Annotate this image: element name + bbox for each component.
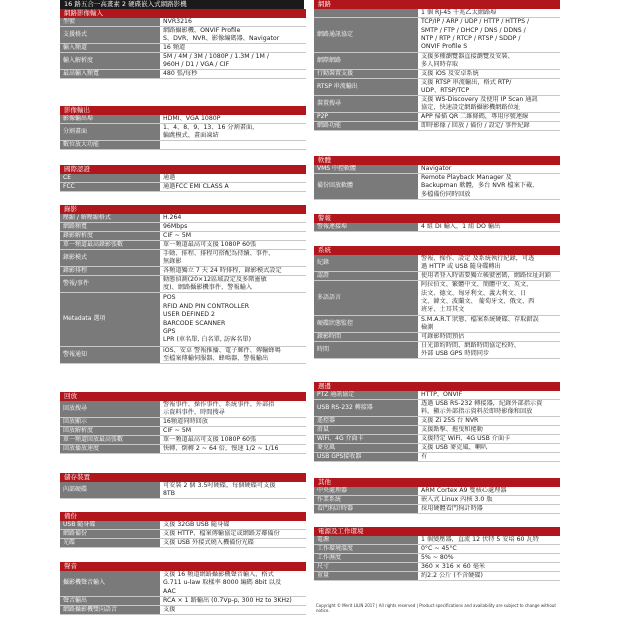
spec-label: 行動裝置支援 (314, 70, 418, 78)
spec-row (314, 9, 560, 18)
spec-row (314, 426, 560, 435)
spec-row (60, 482, 306, 499)
spec-value: 警報、操作、設定 及系統執行紀錄，可透 過 HTTP 或 USB 隨身碟轉出 (421, 255, 535, 270)
spec-label: 時間 (314, 342, 418, 358)
spec-label: 硬碟狀態監控 (314, 316, 418, 332)
section-title: 回放 (60, 392, 306, 401)
spec-value: RCA × 1 路輸出 (0.7Vp-p, 300 Hz to 3KHz) (163, 597, 292, 604)
spec-label: 影像輸出埠 (60, 115, 160, 123)
spec-label: 網路攝影機雙向語音 (60, 606, 160, 614)
spec-value: 360 × 316 × 60 毫米 (421, 563, 486, 570)
spec-section-r3 (314, 246, 560, 359)
spec-label: 中央處理器 (314, 487, 418, 495)
spec-label: 單一頻道最高錄影張數 (60, 241, 160, 249)
spec-value: 4 組 DI 輸入，1 組 DO 輸出 (421, 223, 501, 230)
spec-label: 數位放大功能 (60, 141, 160, 149)
spec-value: 日光節約時間，網路時間協定校時、 外部 USB GPS 時間同步 (421, 342, 520, 357)
spec-row (314, 444, 560, 453)
spec-label: PTZ 通訊協定 (314, 391, 418, 399)
spec-value: 嵌入式 Linux 內核 3.0 版 (421, 496, 493, 503)
spec-row (314, 435, 560, 444)
spec-value: 16 頻道 (163, 44, 186, 51)
spec-value: 警報事件、操作事件、系統事件、外部指 示資料事件、時間搜尋 (163, 401, 275, 416)
spec-row (314, 391, 560, 400)
spec-label: 尺寸 (314, 563, 418, 571)
spec-row (60, 53, 306, 70)
spec-value: 採用硬體看門狗計時器 (421, 505, 483, 512)
spec-section-s6 (60, 512, 306, 548)
spec-value: ARM Cortex A9 雙核心處理器 (421, 487, 507, 494)
spec-row (314, 223, 560, 232)
spec-row (314, 505, 560, 514)
spec-label: WiFi、4G 介面卡 (314, 435, 418, 443)
spec-value: Remote Playback Manager 及 Backupman 軟體，多台 NVR 檔案下載、 多檔備份同時回放 (421, 174, 539, 198)
section-title: 軟體 (314, 156, 560, 165)
spec-value: CIF ~ 5M (163, 427, 192, 434)
spec-row (60, 597, 306, 606)
section-title: 網路影像輸入 (60, 9, 306, 18)
spec-label: 支援格式 (60, 27, 160, 43)
spec-section-s3 (60, 205, 306, 364)
spec-section-s7 (60, 562, 306, 615)
spec-section-s5 (60, 473, 306, 499)
spec-value: HTTP、ONVIF (421, 391, 463, 398)
spec-label: 工作環境溫度 (314, 545, 418, 553)
spec-row (314, 272, 560, 281)
spec-row (60, 27, 306, 44)
spec-value: 支援 HTTP、檔案傳輸協定或網路芳鄰備份 (163, 530, 280, 537)
spec-value: 透過 USB RS-232 轉接器，紀錄外部指示資 料，顯示外部指示資料於即時影像和回放 (421, 400, 543, 415)
spec-value: 通過 (163, 174, 176, 181)
spec-row (314, 122, 560, 131)
spec-row (314, 487, 560, 496)
spec-label: 遙控器 (314, 417, 418, 425)
spec-label: 作業系統 (314, 496, 418, 504)
spec-row (60, 347, 306, 364)
spec-row (314, 18, 560, 53)
spec-value: 約2.2 公斤 (不含硬碟) (421, 572, 483, 579)
spec-section-r5 (314, 478, 560, 514)
spec-label: 回放搜尋 (60, 401, 160, 417)
section-title: 其他 (314, 478, 560, 487)
spec-section-r6 (314, 527, 560, 581)
spec-row (60, 214, 306, 223)
spec-row (60, 232, 306, 241)
spec-section-r2 (314, 214, 560, 232)
spec-row (60, 606, 306, 615)
spec-row (314, 53, 560, 70)
spec-value: 支援 RTSP 串流輸出，格式 RTP/ UDP、RTSP/TCP (421, 79, 512, 94)
spec-row (314, 496, 560, 505)
spec-value: HDMI、VGA 1080P (163, 115, 221, 122)
spec-value: 使用者登入時需要獨立帳號密碼，網路位址封鎖 (421, 272, 551, 279)
spec-value: H.264 (163, 214, 182, 221)
spec-row (314, 417, 560, 426)
spec-value: 可錄影時間預估 (421, 333, 465, 340)
section-title: 錄影 (60, 205, 306, 214)
spec-value: 480 張/每秒 (163, 70, 198, 77)
spec-value: 手動、排程、排程可搭配為持續、事件、 無錄影 (163, 250, 275, 265)
spec-label: USB GPS接收器 (314, 453, 418, 461)
spec-row (314, 563, 560, 572)
spec-value (160, 141, 306, 149)
spec-value: 0°C ~ 45°C (421, 545, 457, 552)
spec-label: Metadata 選項 (60, 293, 160, 346)
spec-value: 5% ~ 80% (421, 554, 454, 561)
spec-row (60, 115, 306, 124)
spec-label: 型號 (60, 18, 160, 26)
spec-row (314, 536, 560, 545)
section-title: 電源及工作環境 (314, 527, 560, 536)
spec-label: 錄影排程 (60, 267, 160, 275)
copyright-footer: Copyright © Merit LILIN 2017 | All rights reserved | Product specifications and availability are subject to change without notice. (316, 603, 556, 613)
spec-label: CE (60, 174, 160, 182)
spec-label: 輸入解析度 (60, 53, 160, 69)
spec-label: 備份回放軟體 (314, 174, 418, 199)
spec-label: 錄影解析度 (60, 232, 160, 240)
spec-row (60, 44, 306, 53)
section-title: 週邊 (314, 382, 560, 391)
spec-label: 網路頻寬 (60, 223, 160, 231)
spec-label: 認證 (314, 272, 418, 280)
spec-label: 光碟 (60, 539, 160, 547)
spec-value: 動態偵測(20×12區域設定及多階靈敏 度)、網路攝影機事件、警報輸入 (163, 276, 267, 291)
spec-row (60, 124, 306, 141)
spec-label: 麥克風 (314, 444, 418, 452)
spec-label: 回放解析度 (60, 427, 160, 435)
spec-value: 單一頻道最高可支援 1080P 60張 (163, 436, 257, 443)
spec-value: APP 掃描 QR 二維條碼，專用序號連線 (421, 113, 529, 120)
spec-label: 警報/事件 (60, 276, 160, 292)
spec-value: 96Mbps (163, 223, 188, 230)
section-title: 聲音 (60, 562, 306, 571)
spec-row (60, 418, 306, 427)
spec-value: 網路攝影機、ONVIF Profile S、DVR、NVR、影像編碼器、Navigator (163, 27, 280, 42)
spec-row (60, 571, 306, 597)
spec-row (60, 183, 306, 192)
spec-label: 重量 (314, 572, 418, 580)
spec-label: 警報通知 (60, 347, 160, 363)
spec-row (314, 281, 560, 316)
spec-row (314, 400, 560, 417)
spec-row (60, 539, 306, 548)
spec-section-s2 (60, 165, 306, 192)
spec-value: 支援 WS-Discovery 及使用 IP Scan 通訊 協定，快速設定網路攝影機網路位址 (421, 96, 538, 111)
spec-label: 工作濕度 (314, 554, 418, 562)
spec-row (314, 79, 560, 96)
spec-label: RTSP 串流輸出 (314, 79, 418, 95)
spec-row (314, 453, 560, 462)
spec-row (60, 401, 306, 418)
section-title: 網路 (314, 0, 560, 9)
spec-label: 錄影時間 (314, 333, 418, 341)
spec-label (314, 9, 418, 17)
spec-value: 即時影像 / 回放 / 備份 / 設定/ 事件紀錄 (421, 122, 530, 129)
section-title: 警報 (314, 214, 560, 223)
spec-value: CIF ~ 5M (163, 232, 192, 239)
spec-value: 單一頻道最高可支援 1080P 60張 (163, 241, 257, 248)
spec-value: 通過FCC EMI CLASS A (163, 183, 229, 190)
spec-row (314, 255, 560, 272)
spec-value: 16頻道同時回放 (163, 418, 208, 425)
spec-row (60, 70, 306, 79)
spec-row (314, 545, 560, 554)
spec-value: 支援 32GB USB 隨身碟 (163, 521, 230, 528)
spec-row (314, 165, 560, 174)
spec-row (60, 223, 306, 232)
spec-label: 電源 (314, 536, 418, 544)
document-title: 16 路五合一高畫素 2 硬碟嵌入式網路影機 (60, 0, 304, 9)
spec-row (314, 174, 560, 200)
spec-label: 網路備份 (60, 530, 160, 538)
spec-label: 輸入頻道 (60, 44, 160, 52)
spec-row (60, 141, 306, 150)
spec-value: 各頻道獨立 7 天 24 時排程，錄影模式設定 (163, 267, 282, 274)
spec-row (60, 174, 306, 183)
spec-value: 有 (421, 453, 428, 460)
spec-label: USB RS-232 轉接器 (314, 400, 418, 416)
spec-label: 內部硬碟 (60, 482, 160, 498)
spec-row (314, 333, 560, 342)
spec-label: P2P (314, 113, 418, 121)
spec-label: 紀錄 (314, 255, 418, 271)
spec-label: 網際網路 (314, 53, 418, 69)
spec-row (60, 530, 306, 539)
spec-value: iOS、安卓 警報推播、電子郵件、傳輸蜂鳴 至檔案傳輸伺服器、蜂鳴器、警報輸出 (163, 347, 281, 362)
spec-value: 支援 16 頻道網路攝影機聲音輸入，格式 G.711 u-law 取樣率 8000 編碼 8bit 以及 AAC (163, 571, 282, 595)
spec-row (60, 276, 306, 293)
spec-row (314, 96, 560, 113)
spec-label: 單一頻道回放最高張數 (60, 436, 160, 444)
spec-value: 支援多種瀏覽器直接瀏覽及安裝、 多人同時存取 (421, 53, 514, 68)
spec-section-r4 (314, 382, 560, 462)
spec-label: 網路通訊協定 (314, 18, 418, 52)
spec-value: 阿拉伯文、繁體中文、簡體中文、英文、 法文、德文、匈牙利文、義大利文、日 文、韓文、波蘭文、 葡萄牙文、俄文、西 班牙、土耳其文 (421, 281, 535, 314)
spec-label: FCC (60, 183, 160, 191)
spec-row (60, 18, 306, 27)
spec-label: 滑鼠 (314, 426, 418, 434)
spec-label: USB 隨身碟 (60, 521, 160, 529)
spec-row (60, 250, 306, 267)
spec-value: 1、4、8、9、13、16 分割畫面、 輪跳模式、畫面凍結 (163, 124, 259, 139)
spec-value: Navigator (421, 165, 452, 172)
spec-row (314, 316, 560, 333)
section-title: 國際認證 (60, 165, 306, 174)
spec-section-r1 (314, 156, 560, 200)
spec-section-s0 (60, 9, 306, 79)
section-title: 影像輸出 (60, 106, 306, 115)
spec-row (60, 427, 306, 436)
spec-row (60, 241, 306, 250)
spec-row (60, 521, 306, 530)
spec-section-r0 (314, 0, 560, 131)
section-title: 系統 (314, 246, 560, 255)
spec-section-s1 (60, 106, 306, 150)
spec-value: 支援 USB 麥克風、喇叭 (421, 444, 488, 451)
spec-value: 支援 Zi 25S 台 NVR (421, 417, 479, 424)
spec-label: 裝置搜尋 (314, 96, 418, 112)
spec-label: VMS 中控軟體 (314, 165, 418, 173)
spec-value: 1 個 RJ-45 千兆乙太網路埠 (421, 9, 497, 16)
spec-value: 1 個變壓器，直流 12 伏特 5 安培 60 瓦特 (421, 536, 539, 543)
spec-value: 5M / 4M / 3M / 1080P / 1.3M / 1M / 960H / D1 / VGA / CIF (163, 53, 269, 68)
spec-row (314, 113, 560, 122)
spec-value: TCP/IP / ARP / UDP / HTTP / HTTPS / SMTP / FTP / DHCP / DNS / DDNS / NTP / RTP / RTCP / RTSP / SDDP / ONVIF Profile S (421, 18, 530, 51)
spec-value: 支援 iOS 及安卓系統 (421, 70, 479, 77)
spec-label: 錄影模式 (60, 250, 160, 266)
spec-value: 支援點擊、拖曳和捲動 (421, 426, 483, 433)
spec-label: 最高輸入頻寬 (60, 70, 160, 78)
spec-row (60, 445, 306, 454)
spec-label: 網路功能 (314, 122, 418, 130)
spec-label: 回放播放速度 (60, 445, 160, 453)
section-title: 儲存裝置 (60, 473, 306, 482)
spec-value: 支援 (163, 606, 176, 613)
spec-label: 壓縮 / 解壓縮格式 (60, 214, 160, 222)
spec-value: 支援特定 WiFi、4G USB 介面卡 (421, 435, 511, 442)
spec-label: 看門狗計時器 (314, 505, 418, 513)
spec-row (60, 436, 306, 445)
spec-section-s4 (60, 392, 306, 454)
spec-value: POS RFID AND PIN CONTROLLER USER DEFINED 2 BARCODE SCANNER GPS LPR (車名單, 白名單, 訪客名單) (163, 294, 252, 344)
spec-value: NVR3216 (163, 18, 192, 25)
spec-row (314, 342, 560, 359)
spec-value: 可安裝 2 個 3.5吋硬碟，每個硬碟可支援 8TB (163, 482, 276, 497)
section-title: 備份 (60, 512, 306, 521)
spec-row (314, 572, 560, 581)
spec-label: 回放顯示 (60, 418, 160, 426)
spec-label: 多語語言 (314, 281, 418, 315)
spec-row (60, 267, 306, 276)
spec-value: S.M.A.R.T 狀態、檔案系統硬碟、存取錯誤 檢測 (421, 316, 539, 331)
spec-row (314, 70, 560, 79)
spec-row (60, 293, 306, 347)
spec-row (314, 554, 560, 563)
spec-value: 快轉、倒轉 2 ~ 64 倍，慢速 1/2 ~ 1/16 (163, 445, 279, 452)
spec-label: 攝影機聲音輸入 (60, 571, 160, 596)
spec-label: 聲音輸出 (60, 597, 160, 605)
spec-value: 支援 USB 外接式燒入機備份光碟 (163, 539, 254, 546)
spec-label: 分割畫面 (60, 124, 160, 140)
spec-label: 警報連接埠 (314, 223, 418, 231)
